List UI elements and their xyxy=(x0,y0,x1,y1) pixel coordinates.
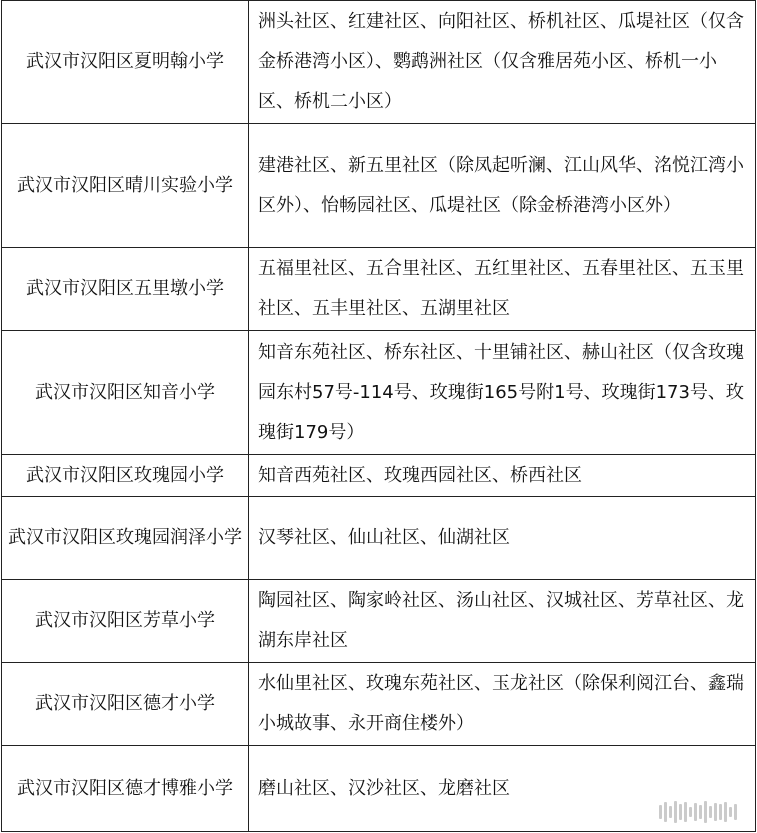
watermark-bar xyxy=(664,802,667,822)
watermark-bar xyxy=(674,801,677,823)
school-name: 武汉市汉阳区五里墩小学 xyxy=(2,248,249,331)
watermark-bar xyxy=(679,804,682,820)
district-area: 五福里社区、五合里社区、五红里社区、五春里社区、五玉里社区、五丰里社区、五湖里社区 xyxy=(249,248,756,331)
district-area: 陶园社区、陶家岭社区、汤山社区、汉城社区、芳草社区、龙湖东岸社区 xyxy=(249,580,756,663)
table-row xyxy=(2,248,756,331)
school-district-table xyxy=(1,0,756,832)
watermark-bar xyxy=(684,802,687,822)
table-row xyxy=(2,331,756,455)
watermark-bar xyxy=(659,805,662,819)
table-row xyxy=(2,124,756,248)
watermark-bar xyxy=(704,801,707,823)
watermark-bar xyxy=(734,804,737,820)
district-area: 建港社区、新五里社区（除凤起听澜、江山风华、洺悦江湾小区外）、怡畅园社区、瓜堤社区（除金桥港湾小区外） xyxy=(249,124,756,248)
district-area: 知音西苑社区、玫瑰西园社区、桥西社区 xyxy=(249,455,756,497)
watermark-logo xyxy=(659,799,737,825)
district-area: 知音东苑社区、桥东社区、十里铺社区、赫山社区（仅含玫瑰园东村57号-114号、玫瑰街165号附1号、玫瑰街173号、玫瑰街179号） xyxy=(249,331,756,455)
table-row xyxy=(2,746,756,832)
table-row xyxy=(2,497,756,580)
school-name: 武汉市汉阳区夏明翰小学 xyxy=(2,1,249,124)
district-area: 水仙里社区、玫瑰东苑社区、玉龙社区（除保利阅江台、鑫瑞小城故事、永开商住楼外） xyxy=(249,663,756,746)
watermark-bar xyxy=(709,806,712,818)
school-name: 武汉市汉阳区玫瑰园小学 xyxy=(2,455,249,497)
school-name: 武汉市汉阳区晴川实验小学 xyxy=(2,124,249,248)
district-area: 磨山社区、汉沙社区、龙磨社区 xyxy=(249,746,756,832)
watermark-bar xyxy=(714,803,717,821)
school-name: 武汉市汉阳区玫瑰园润泽小学 xyxy=(2,497,249,580)
watermark-bar xyxy=(724,802,727,822)
watermark-bar xyxy=(694,803,697,821)
table-row xyxy=(2,663,756,746)
district-area: 汉琴社区、仙山社区、仙湖社区 xyxy=(249,497,756,580)
watermark-bar xyxy=(699,805,702,819)
table-row xyxy=(2,455,756,497)
school-name: 武汉市汉阳区德才博雅小学 xyxy=(2,746,249,832)
district-area: 洲头社区、红建社区、向阳社区、桥机社区、瓜堤社区（仅含金桥港湾小区）、鹦鹉洲社区（仅含雅居苑小区、桥机一小区、桥机二小区） xyxy=(249,1,756,124)
watermark-bar xyxy=(689,807,692,817)
table-row xyxy=(2,580,756,663)
watermark-bar xyxy=(719,804,722,820)
watermark-bar xyxy=(729,807,732,817)
school-name: 武汉市汉阳区芳草小学 xyxy=(2,580,249,663)
school-name: 武汉市汉阳区知音小学 xyxy=(2,331,249,455)
watermark-bar xyxy=(669,806,672,818)
school-name: 武汉市汉阳区德才小学 xyxy=(2,663,249,746)
table-row xyxy=(2,1,756,124)
